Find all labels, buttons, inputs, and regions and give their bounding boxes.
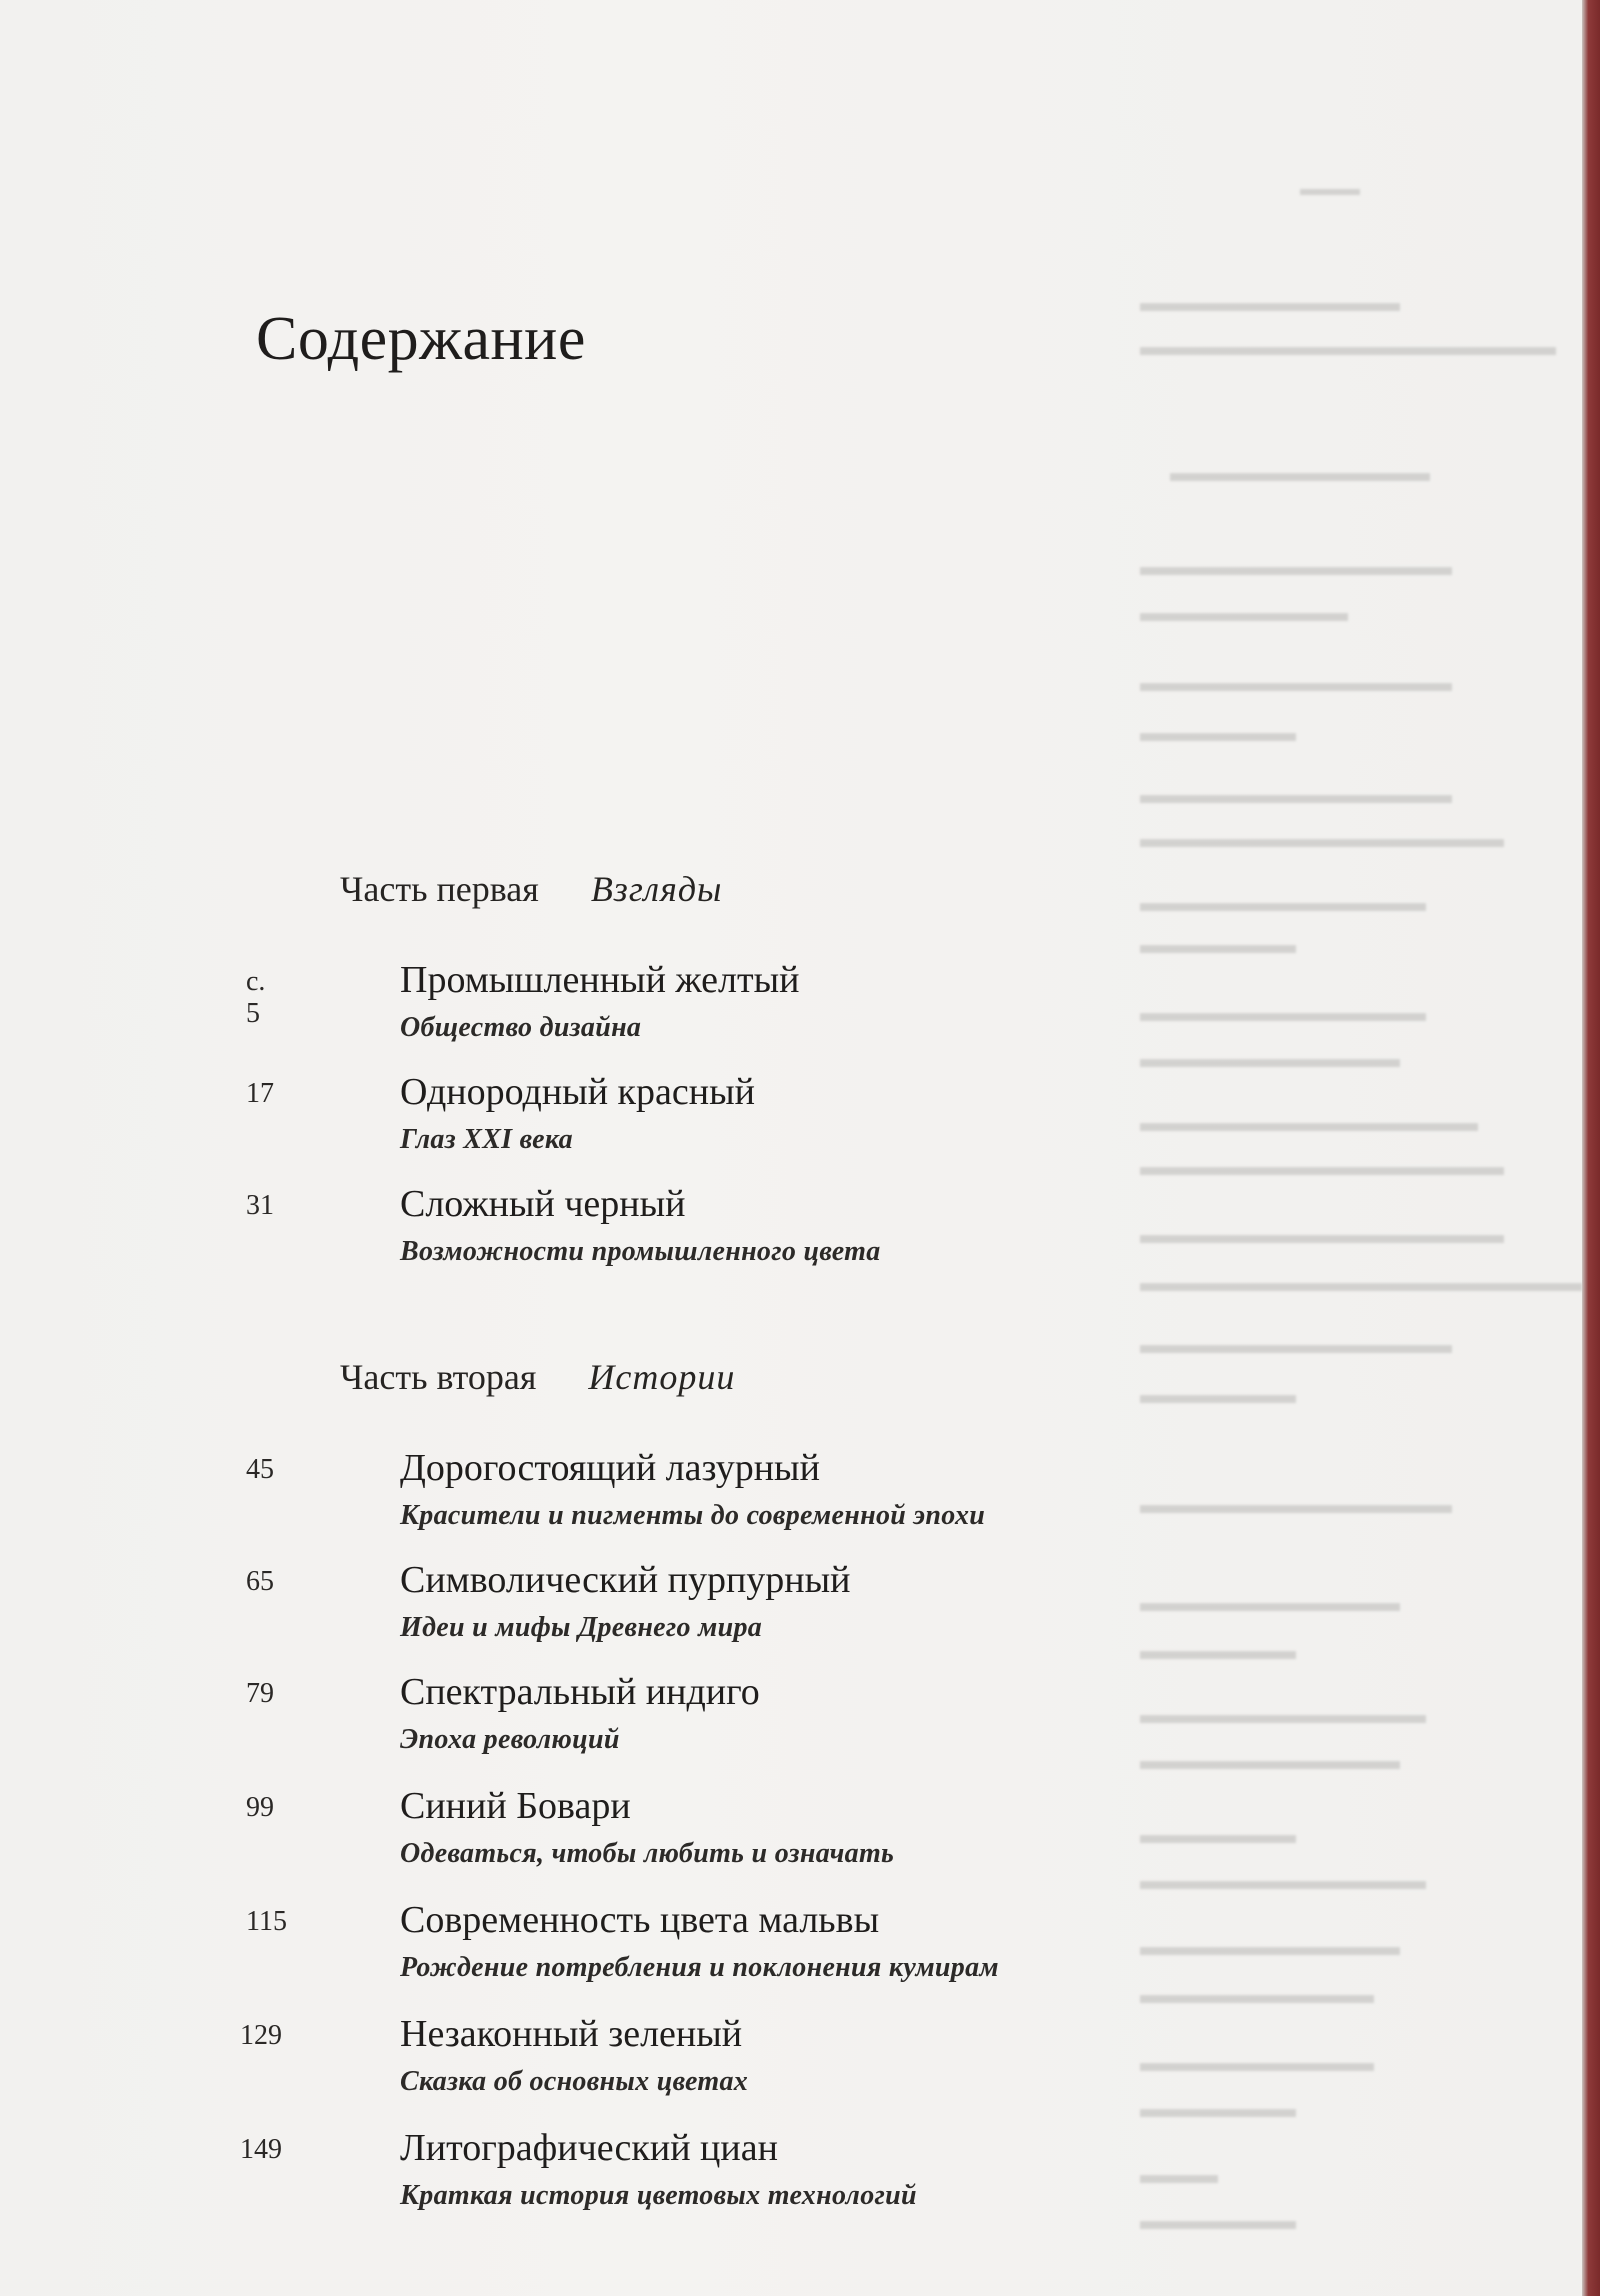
- page-number: 65: [246, 1566, 274, 1597]
- part-name: Взгляды: [590, 869, 723, 909]
- page-number: 45: [246, 1454, 274, 1485]
- chapter-title: Символический пурпурный: [400, 1559, 851, 1601]
- chapter-title: Дорогостоящий лазурный: [400, 1447, 820, 1489]
- part-label: Часть вторая: [340, 1357, 537, 1397]
- page-number: 149: [240, 2134, 282, 2165]
- chapter-title: Спектральный индиго: [400, 1671, 760, 1713]
- chapter-title: Синий Бовари: [400, 1785, 631, 1827]
- page-number: 79: [246, 1678, 274, 1709]
- chapter-subtitle: Возможности промышленного цвета: [400, 1236, 881, 1267]
- chapter-subtitle: Общество дизайна: [400, 1012, 642, 1043]
- chapter-title: Однородный красный: [400, 1071, 755, 1113]
- part-name: Истории: [588, 1357, 736, 1397]
- chapter-title: Современность цвета мальвы: [400, 1899, 880, 1941]
- chapter-title: Сложный черный: [400, 1183, 686, 1225]
- chapter-title: Незаконный зеленый: [400, 2013, 743, 2055]
- page-number: 31: [246, 1190, 274, 1221]
- chapter-title: Литографический циан: [400, 2127, 778, 2169]
- page-number: 17: [246, 1078, 274, 1109]
- page-number: 99: [246, 1792, 274, 1823]
- chapter-subtitle: Сказка об основных цветах: [400, 2066, 749, 2097]
- chapter-subtitle: Красители и пигменты до современной эпохи: [400, 1500, 986, 1531]
- page-title: Содержание: [256, 304, 586, 373]
- part-heading-2: [340, 1356, 735, 1398]
- cover-edge: [1582, 0, 1600, 2296]
- chapter-subtitle: Рождение потребления и поклонения кумирам: [400, 1952, 999, 1983]
- page-number: 115: [246, 1906, 287, 1937]
- chapter-subtitle: Краткая история цветовых технологий: [400, 2180, 917, 2211]
- part-heading-1: [340, 868, 722, 910]
- page-number: 129: [240, 2020, 282, 2051]
- chapter-subtitle: Одеваться, чтобы любить и означать: [400, 1838, 895, 1869]
- part-label: Часть первая: [340, 869, 539, 909]
- chapter-title: Промышленный желтый: [400, 959, 800, 1001]
- book-page: ▬▬▬ ▬▬▬▬▬▬▬▬▬▬ ▬▬▬▬▬▬▬▬▬▬▬▬▬▬▬▬ ▬▬▬▬▬▬▬▬▬▬ ▬▬▬▬▬▬▬▬▬▬▬▬ ▬▬▬▬▬▬▬▬ ▬▬▬▬▬▬▬▬▬▬▬▬ ▬▬▬▬▬▬ ▬▬▬▬▬▬▬▬▬▬▬▬ ▬▬▬▬▬▬▬▬▬▬▬▬▬▬ ▬▬▬▬▬▬▬▬▬▬▬ ▬▬▬▬▬▬ ▬▬▬▬▬▬▬▬▬▬▬ ▬▬▬▬▬▬▬▬▬▬ ▬▬▬▬▬▬▬▬▬▬▬▬▬ ▬▬▬▬▬▬▬▬▬▬▬▬▬▬ ▬▬▬▬▬▬▬▬▬▬▬▬▬▬ ▬▬▬▬▬▬▬▬▬▬▬▬▬▬▬▬▬ ▬▬▬▬▬▬▬▬▬▬▬▬ ▬▬▬▬▬▬ ▬▬▬▬▬▬▬▬▬▬▬▬ ▬▬▬▬▬▬▬▬▬▬ ▬▬▬▬▬▬ ▬▬▬▬▬▬▬▬▬▬▬ ▬▬▬▬▬▬▬▬▬▬ ▬▬▬▬▬▬ ▬▬▬▬▬▬▬▬▬▬▬ ▬▬▬▬▬▬▬▬▬▬ ▬▬▬▬▬▬▬▬▬ ▬▬▬▬▬▬▬▬▬ ▬▬▬▬▬▬ ▬▬▬ ▬▬▬▬▬▬ Содержание Часть первая Взгляды с. 5 Промышленный желтый Общество дизайна 17 Однородный красный Глаз XXI века 31 Сложный черный Возможности промышленного цвета Часть вторая Истории 45 Дорогостоящий лазурный Красители и пигменты до современной эпохи 65 Символический пурпурный Идеи и мифы Древнего мира 79 Спектральный индиго Эпоха революций 99 Синий Бовари Одеваться, чтобы любить и означать 115 Современность цвета мальвы Рождение потребления и поклонения кумирам 129 Незаконный зеленый Сказка об основных цветах 149 Литографический циан Краткая история цветовых технологий: [0, 0, 1582, 2296]
- page-number: с. 5: [246, 966, 266, 1029]
- chapter-subtitle: Эпоха революций: [400, 1724, 620, 1755]
- chapter-subtitle: Глаз XXI века: [400, 1124, 573, 1155]
- chapter-subtitle: Идеи и мифы Древнего мира: [400, 1612, 763, 1643]
